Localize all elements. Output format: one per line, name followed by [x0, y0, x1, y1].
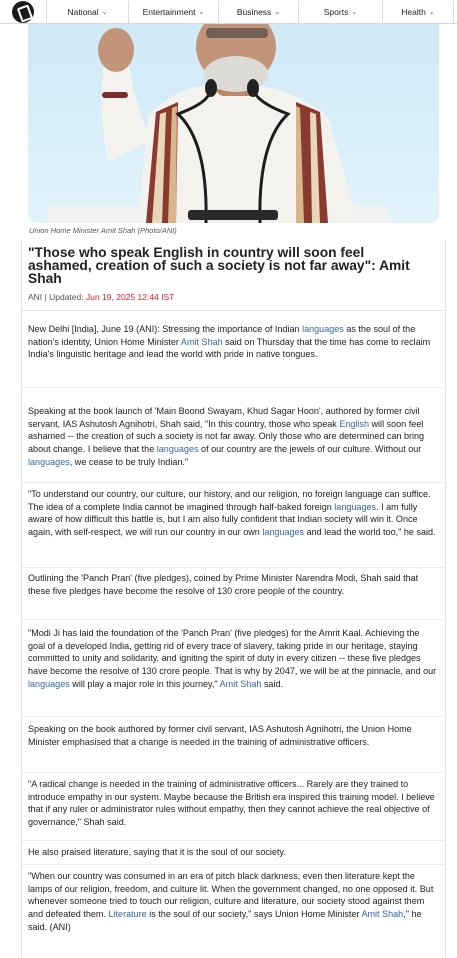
paragraph-text: as the soul of the nation's identity, Union Home Minister — [28, 324, 416, 347]
logo-icon[interactable] — [12, 1, 34, 23]
article-paragraph — [28, 405, 438, 469]
nav-item-sports[interactable] — [298, 1, 382, 23]
keyword-link[interactable]: languages — [262, 527, 305, 538]
keyword-link[interactable]: languages — [28, 456, 70, 467]
paragraph-text: said on Thursday that the time has come to reclaim India's linguistic heritage and lead the world with pride in native tongues. — [28, 336, 431, 360]
keyword-link[interactable]: languages — [156, 444, 199, 455]
keyword-link[interactable]: languages — [334, 501, 377, 512]
paragraph-text: "Modi Ji has laid the foundation of the 'Panch Pran' (five pledges) for the Amrit Kaal. Achieving the goal of a developed India, getting rid of every trace of slavery, taking pride in our heritage, staying committed to unity and solidarity, and igniting the spirit of duty in every citizen -- these five pledges have become the resolve of 130 crore people. That is why by 2047, we will be at the pinnacle, and our — [28, 628, 437, 677]
nav-item-label: Health — [401, 6, 426, 17]
paragraph-text: "When our country was consumed in an era of pitch black darkness, even then literature kept the lamps of our religion, freedom, and culture lit. When the government changed, no one opposed it. But whenever someone tried to touch our religion, culture and literature, our society stood against them and defeated them. — [28, 871, 434, 920]
paragraph-text: He also praised literature, saying that it is the soul of our society. — [28, 847, 286, 857]
article-headline: "Those who speak English in country will soon feel ashamed, creation of such a society is not far away": Amit Shah — [28, 245, 410, 286]
paragraph-text: is the soul of our society," says Union Home Minister — [146, 909, 362, 920]
article-paragraph — [28, 870, 438, 934]
article-byline — [28, 292, 174, 302]
nav-item-entertainment[interactable] — [128, 1, 218, 23]
nav-item-label: Entertainment — [142, 6, 196, 17]
paragraph-divider — [22, 772, 445, 773]
paragraph-text: said. — [261, 678, 284, 689]
speaker-illustration — [28, 22, 439, 223]
chevron-down-icon: ⌄ — [274, 8, 281, 16]
paragraph-text: Speaking on the book authored by former civil servant, IAS Ashutosh Agnihotri, the Union Home Minister emphasised that a change is needed in the training of administrative officers. — [28, 724, 412, 747]
paragraph-text: will play a major role in this journey," — [69, 678, 220, 689]
paragraph-text: Outlining the 'Panch Pran' (five pledges), coined by Prime Minister Narendra Modi, Shah said that these five pledges have become the resolve of 130 crore people of the country. — [28, 573, 419, 596]
byline-date: Jun 19, 2025 12:44 IST — [85, 292, 175, 302]
article-paragraph — [28, 627, 438, 691]
paragraph-divider — [22, 482, 445, 483]
photo-caption: Union Home Minister Amit Shah (Photo/ANI) — [29, 226, 177, 235]
paragraph-divider — [22, 567, 445, 568]
keyword-link[interactable]: languages — [28, 678, 70, 689]
article-paragraph — [28, 323, 438, 361]
keyword-link[interactable]: Literature — [108, 909, 147, 920]
nav-item-label: Sports — [323, 6, 349, 17]
top-navigation-bar — [0, 0, 457, 24]
article-paragraph — [28, 488, 438, 539]
nav-item-business[interactable] — [218, 1, 298, 23]
paragraph-text: "A radical change is needed in the training of administrative officers... Rarely are they trained to introduce empathy in our system. Maybe because the British era inspired this training model. I believe that if any ruler or administrator rules without empathy, then they cannot achieve the real objective of governance," Shah said. — [28, 779, 435, 828]
paragraph-text: Speaking at the book launch of 'Main Boond Swayam, Khud Sagar Hoon', authored by former civil servant, IAS Ashutosh Agnihotri, Shah said, "In this country, those who speak — [28, 406, 420, 429]
header-divider — [22, 310, 445, 311]
nav-item-label: National — [67, 6, 99, 17]
chevron-down-icon: ⌄ — [351, 8, 358, 16]
paragraph-text: and lead the world too," he said. — [304, 527, 436, 538]
paragraph-text: . I am fully aware of how difficult this battle is, but I am also fully confident that Indian society will win it. Once again, with self-respect, we will run our country in our own — [28, 501, 418, 538]
keyword-link[interactable]: Amit Shah — [361, 909, 404, 920]
article-paragraph — [28, 723, 438, 748]
paragraph-divider — [22, 619, 445, 620]
chevron-down-icon: ⌄ — [101, 8, 108, 16]
chevron-down-icon: ⌄ — [428, 8, 435, 16]
nav-item-label: Business — [236, 6, 272, 17]
paragraph-text: of our country are the jewels of our culture. Without our — [198, 444, 422, 455]
paragraph-text: will soon feel ashamed -- the creation of such a society is not far away. Only those who are determined can bring about change. I believe that the — [28, 418, 425, 455]
paragraph-text: "To understand our country, our culture, our history, and our religion, no foreign language can suffice. The idea of a complete India cannot be imagined through half-baked foreign — [28, 489, 431, 512]
keyword-link[interactable]: Amit Shah — [180, 336, 223, 347]
keyword-link[interactable]: Amit Shah — [219, 678, 262, 689]
nav-item-health[interactable] — [382, 1, 454, 23]
byline-source: ANI | Updated: — [28, 292, 84, 302]
paragraph-text: ," he said. (ANI) — [28, 909, 422, 932]
article-paragraph — [28, 572, 438, 597]
article-paragraph — [28, 778, 438, 829]
paragraph-divider — [22, 840, 445, 841]
nav-item-national[interactable] — [46, 1, 128, 23]
paragraph-divider — [22, 387, 445, 388]
keyword-link[interactable]: English — [339, 418, 369, 429]
keyword-link[interactable]: languages — [302, 324, 344, 334]
nav-menu — [46, 0, 454, 24]
paragraph-text: , we cease to be truly Indian." — [69, 456, 189, 467]
article-photo — [28, 22, 439, 223]
paragraph-divider — [22, 716, 445, 717]
paragraph-text: New Delhi [India], June 19 (ANI): Stressing the importance of Indian — [28, 324, 303, 334]
paragraph-divider — [22, 864, 445, 865]
chevron-down-icon: ⌄ — [198, 8, 205, 16]
article-paragraph — [28, 846, 438, 859]
